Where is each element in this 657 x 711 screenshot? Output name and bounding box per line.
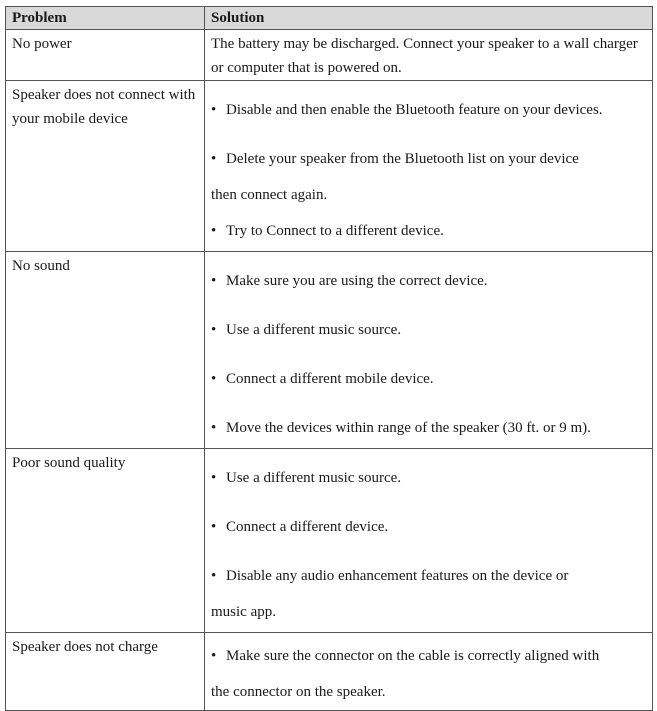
- solution-bullet-continuation: then connect again.: [211, 187, 328, 203]
- table-row: [6, 81, 653, 252]
- solution-cell: [205, 81, 653, 252]
- column-header-solution: Solution: [205, 7, 653, 30]
- bullet-icon: •: [211, 371, 217, 387]
- solution-bullet: • Move the devices within range of the speaker (30 ft. or 9 m).: [211, 410, 646, 446]
- table-header-row: [6, 7, 653, 30]
- column-header-problem: Problem: [6, 7, 205, 30]
- table-row: [6, 252, 653, 449]
- solution-bullet-continuation: the connector on the speaker.: [211, 684, 386, 700]
- solution-bullet: • Make sure you are using the correct device.: [211, 263, 646, 299]
- troubleshooting-table: [5, 6, 653, 711]
- bullet-icon: •: [211, 519, 217, 535]
- table-row: [6, 30, 653, 81]
- table-row: [6, 449, 653, 633]
- problem-cell: Speaker does not charge: [6, 633, 205, 711]
- solution-bullet: • Disable and then enable the Bluetooth feature on your devices.: [211, 92, 646, 128]
- bullet-icon: •: [211, 568, 217, 584]
- problem-cell: No sound: [6, 252, 205, 449]
- solution-bullet: • Try to Connect to a different device.: [211, 213, 646, 249]
- bullet-icon: •: [211, 102, 217, 118]
- solution-bullet: • Make sure the connector on the cable is correctly aligned with: [211, 638, 646, 674]
- solution-cell: [205, 633, 653, 711]
- solution-cell: [205, 252, 653, 449]
- bullet-icon: •: [211, 648, 217, 664]
- bullet-icon: •: [211, 420, 217, 436]
- problem-cell: Poor sound quality: [6, 449, 205, 633]
- table-row: [6, 633, 653, 711]
- bullet-icon: •: [211, 273, 217, 289]
- solution-cell: [205, 30, 653, 81]
- solution-bullet: • Delete your speaker from the Bluetooth list on your device: [211, 141, 646, 177]
- solution-bullet: • Disable any audio enhancement features on the device or: [211, 558, 646, 594]
- bullet-icon: •: [211, 470, 217, 486]
- solution-text: The battery may be discharged. Connect your speaker to a wall charger or computer that is powered on.: [211, 36, 638, 76]
- bullet-icon: •: [211, 223, 217, 239]
- solution-bullet: • Connect a different mobile device.: [211, 361, 646, 397]
- problem-cell: No power: [6, 30, 205, 81]
- solution-bullet: • Connect a different device.: [211, 509, 646, 545]
- solution-bullet: • Use a different music source.: [211, 460, 646, 496]
- bullet-icon: •: [211, 322, 217, 338]
- solution-bullet-continuation: music app.: [211, 604, 276, 620]
- solution-bullet: • Use a different music source.: [211, 312, 646, 348]
- solution-cell: [205, 449, 653, 633]
- problem-cell: Speaker does not connect with your mobile device: [6, 81, 205, 252]
- bullet-icon: •: [211, 151, 217, 167]
